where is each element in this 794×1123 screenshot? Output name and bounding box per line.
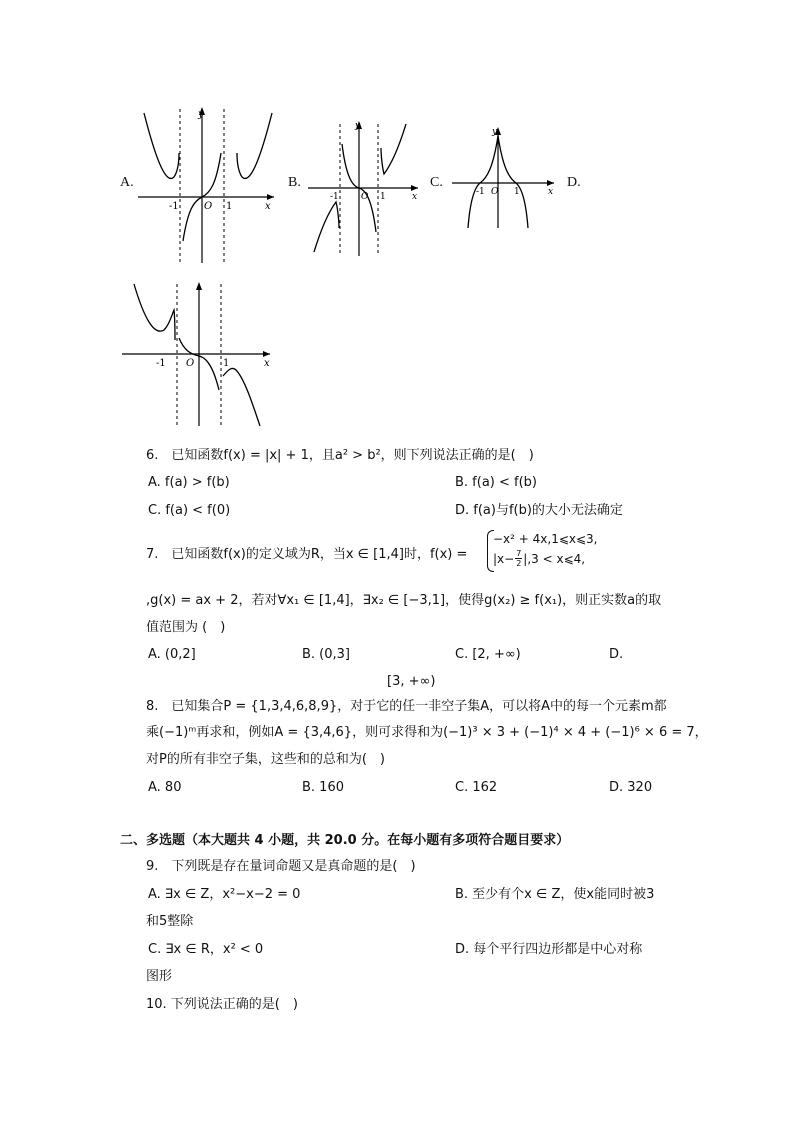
- graph-a-x-label: x: [265, 201, 271, 212]
- q9-stem: 9. 下列既是存在量词命题又是真命题的是( ): [146, 859, 416, 874]
- graph-c-x-label: x: [548, 187, 554, 197]
- option-b-label: B.: [288, 175, 301, 190]
- q9-option-c[interactable]: C. ∃x ∈ R，x² < 0: [148, 942, 264, 957]
- graph-d-origin-label: O: [186, 358, 195, 369]
- q10-stem: 10. 下列说法正确的是( ): [146, 997, 298, 1012]
- graph-a-y-label: y: [198, 109, 204, 120]
- q8-line-1: 8. 已知集合P = {1,3,4,6,8,9}，对于它的任一非空子集A，可以将A中的每一个元素m都: [146, 699, 667, 714]
- q6-stem: 6. 已知函数f(x) = |x| + 1，且a² > b²，则下列说法正确的是( ): [146, 448, 534, 463]
- q7-line-2: ,g(x) = ax + 2，若对∀x₁ ∈ [1,4]，∃x₂ ∈ [−3,1]，使得g(x₂) ≥ f(x₁)，则正实数a的取: [146, 593, 662, 608]
- section-2-title: 二、多选题（本大题共 4 小题，共 20.0 分。在每小题有多项符合题目要求）: [120, 833, 570, 848]
- q7-piece-1: −x² + 4x,1⩽x⩽3,: [493, 532, 598, 546]
- graph-a-origin-label: O: [204, 201, 213, 212]
- q7-option-a[interactable]: A. (0,2]: [148, 647, 196, 662]
- q8-option-c[interactable]: C. 162: [455, 780, 498, 795]
- q7-stem: 7. 已知函数f(x)的定义域为R，当x ∈ [1,4]时，f(x) =: [146, 547, 468, 562]
- q6-option-a[interactable]: A. f(a) > f(b): [148, 475, 230, 490]
- q7-option-d-value: [3, +∞): [387, 674, 436, 689]
- graph-c-tick-pos: 1: [514, 187, 520, 197]
- graph-b: [306, 118, 424, 260]
- graph-c-y-label: y: [492, 127, 498, 137]
- graph-c-origin-label: O: [491, 187, 499, 197]
- graph-d-tick-neg: -1: [156, 358, 166, 369]
- graph-b-x-label: x: [412, 192, 418, 202]
- option-d-label: D.: [567, 175, 581, 190]
- option-a-label: A.: [120, 175, 134, 190]
- q9-option-b-continued: 和5整除: [146, 914, 194, 929]
- q7-piece-2-pre: |x−: [493, 551, 515, 566]
- q9-option-a[interactable]: A. ∃x ∈ Z，x²−x−2 = 0: [148, 887, 301, 902]
- q7-line-3: 值范围为 ( ): [146, 620, 226, 635]
- graph-b-tick-neg: -1: [330, 192, 339, 202]
- graph-a-tick-neg: -1: [169, 201, 179, 212]
- q7-option-b[interactable]: B. (0,3]: [302, 647, 351, 662]
- option-c-label: C.: [430, 175, 443, 190]
- graph-a: [138, 105, 278, 265]
- q7-piece-2: [493, 549, 585, 568]
- graph-a-tick-pos: 1: [226, 201, 233, 212]
- graph-b-tick-pos: 1: [380, 192, 386, 202]
- q9-option-d-continued: 图形: [146, 969, 173, 984]
- graph-b-y-label: y: [355, 121, 361, 131]
- q9-option-b[interactable]: B. 至少有个x ∈ Z，使x能同时被3: [455, 887, 655, 902]
- q7-fraction-denominator: 2: [516, 559, 522, 568]
- graph-d-x-label: x: [264, 358, 270, 369]
- q7-option-d[interactable]: D.: [609, 647, 624, 662]
- graph-b-origin-label: O: [361, 192, 369, 202]
- q8-line-3: 对P的所有非空子集，这些和的总和为( ): [146, 752, 385, 767]
- graph-c-tick-neg: -1: [476, 187, 485, 197]
- graph-c: [450, 124, 562, 234]
- q6-option-b[interactable]: B. f(a) < f(b): [455, 475, 537, 490]
- q7-fraction-numerator: 7: [516, 549, 522, 558]
- q9-option-d[interactable]: D. 每个平行四边形都是中心对称: [455, 942, 643, 957]
- q7-option-c[interactable]: C. [2, +∞): [455, 647, 521, 662]
- graph-d: [120, 280, 276, 430]
- q6-option-d[interactable]: D. f(a)与f(b)的大小无法确定: [455, 503, 623, 518]
- q8-option-a[interactable]: A. 80: [148, 780, 182, 795]
- q8-line-2: 乘(−1)ᵐ再求和，例如A = {3,4,6}，则可求得和为(−1)³ × 3 + (−1)⁴ × 4 + (−1)⁶ × 6 = 7，: [146, 725, 708, 740]
- graph-d-tick-pos: 1: [223, 358, 230, 369]
- q8-option-d[interactable]: D. 320: [609, 780, 653, 795]
- q8-option-b[interactable]: B. 160: [302, 780, 344, 795]
- q6-option-c[interactable]: C. f(a) < f(0): [148, 503, 231, 518]
- q7-piece-2-fraction: [515, 549, 522, 568]
- q7-piece-2-post: |,3 < x⩽4,: [523, 551, 586, 566]
